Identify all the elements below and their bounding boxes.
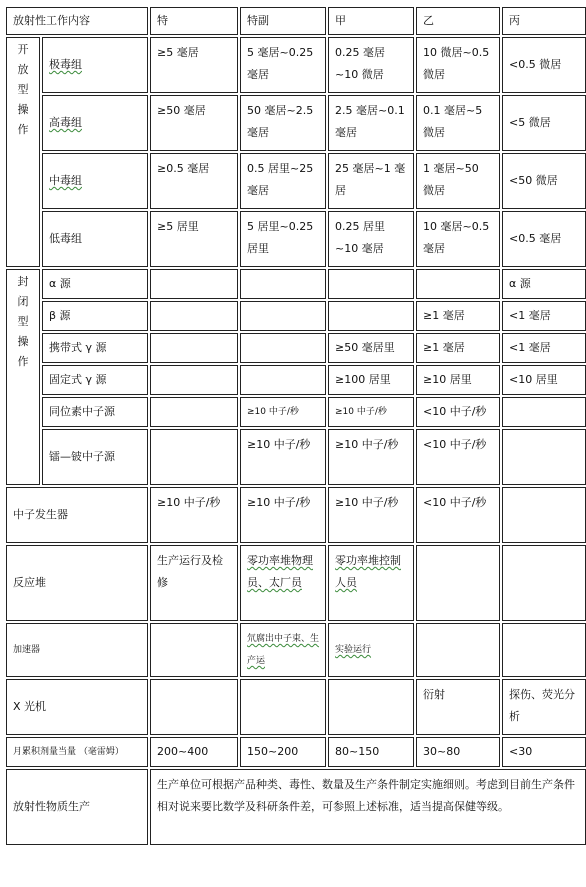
header-level-te: 特 [150,7,238,35]
table-row [6,333,586,363]
cell: <10 居里 [502,365,586,395]
cell: <50 微居 [502,153,586,209]
cell: 10 毫居~0.5 毫居 [416,211,500,267]
radiation-work-classification-table [4,5,586,847]
cell [150,301,238,331]
row-label: 极毒组 [42,37,148,93]
cell [416,269,500,299]
cell: <1 毫居 [502,301,586,331]
cell: 0.25 居里~10 毫居 [328,211,414,267]
cell: 5 毫居~0.25 毫居 [240,37,326,93]
row-label: 携带式 γ 源 [42,333,148,363]
row-label: 低毒组 [42,211,148,267]
cell: <5 微居 [502,95,586,151]
cell: 0.5 居里~25 毫居 [240,153,326,209]
cell: ≥5 居里 [150,211,238,267]
table-row [6,623,586,677]
cell: <10 中子/秒 [416,487,500,543]
sealed-section-label: 封 闭 型 操 作 [6,269,40,485]
row-label: α 源 [42,269,148,299]
cell: ≥10 中子/秒 [240,429,326,485]
table-row [6,429,586,485]
row-label: 镭—铍中子源 [42,429,148,485]
cell [150,623,238,677]
cell: 生产运行及检修 [150,545,238,621]
cell: ≥1 毫居 [416,333,500,363]
cell [328,679,414,735]
cell: ≥0.5 毫居 [150,153,238,209]
cell [240,679,326,735]
cell: ≥50 毫居里 [328,333,414,363]
table-row [6,301,586,331]
cell: 实验运行 [328,623,414,677]
cell [240,301,326,331]
row-label: 同位素中子源 [42,397,148,427]
cell: 氘腐出中子束、生产运 [240,623,326,677]
cell: 30~80 [416,737,500,767]
cell [240,333,326,363]
cell [502,623,586,677]
cell [150,365,238,395]
cell [150,269,238,299]
cell: 0.25 毫居~10 微居 [328,37,414,93]
cell: 80~150 [328,737,414,767]
row-label: 固定式 γ 源 [42,365,148,395]
open-section-label: 开 放 型 操 作 [6,37,40,267]
cell: 0.1 毫居~5 微居 [416,95,500,151]
header-level-tefu: 特副 [240,7,326,35]
cell: 探伤、荧光分析 [502,679,586,735]
cell: <10 中子/秒 [416,397,500,427]
production-note: 生产单位可根据产品种类、毒性、数量及生产条件制定实施细则。考虑到目前生产条件相对说来要比数学及科研条件差，可参照上述标准，适当提高保健等级。 [150,769,586,845]
cell: 50 毫居~2.5 毫居 [240,95,326,151]
cell: 25 毫居~1 毫居 [328,153,414,209]
row-label: 高毒组 [42,95,148,151]
row-label: 放射性物质生产 [6,769,148,845]
cell: ≥10 中子/秒 [240,397,326,427]
header-level-yi: 乙 [416,7,500,35]
cell: <1 毫居 [502,333,586,363]
table-row [6,769,586,845]
table-row [6,211,586,267]
cell [240,269,326,299]
cell: 1 毫居~50 微居 [416,153,500,209]
cell [328,301,414,331]
table-row [6,95,586,151]
cell: ≥1 毫居 [416,301,500,331]
table-row [6,737,586,767]
table-row [6,679,586,735]
row-label: 中毒组 [42,153,148,209]
header-level-jia: 甲 [328,7,414,35]
cell [502,545,586,621]
cell: 5 居里~0.25 居里 [240,211,326,267]
cell [328,269,414,299]
cell: 150~200 [240,737,326,767]
cell: ≥10 中子/秒 [328,487,414,543]
cell [502,397,586,427]
row-label: 反应堆 [6,545,148,621]
cell: ≥10 中子/秒 [150,487,238,543]
cell: 200~400 [150,737,238,767]
cell [150,333,238,363]
cell: 衍射 [416,679,500,735]
cell: <0.5 微居 [502,37,586,93]
cell [240,365,326,395]
cell: <0.5 毫居 [502,211,586,267]
cell [416,545,500,621]
row-label: 月累积剂量当量 （毫雷姆） [6,737,148,767]
header-row [6,7,586,35]
cell: ≥50 毫居 [150,95,238,151]
table-row [6,365,586,395]
cell [150,397,238,427]
cell: 零功率堆物理员、太厂员 [240,545,326,621]
row-label: β 源 [42,301,148,331]
cell [150,679,238,735]
cell [502,487,586,543]
cell [416,623,500,677]
cell: ≥10 居里 [416,365,500,395]
cell: <30 [502,737,586,767]
table-row [6,269,586,299]
table-row [6,153,586,209]
cell: ≥10 中子/秒 [328,429,414,485]
table-row [6,397,586,427]
cell: 2.5 毫居~0.1 毫居 [328,95,414,151]
table-row [6,545,586,621]
cell [502,429,586,485]
cell: ≥5 毫居 [150,37,238,93]
cell [150,429,238,485]
cell: 10 微居~0.5 微居 [416,37,500,93]
cell: 零功率堆控制人员 [328,545,414,621]
row-label: 加速器 [6,623,148,677]
row-label: 中子发生器 [6,487,148,543]
cell: ≥100 居里 [328,365,414,395]
cell: ≥10 中子/秒 [328,397,414,427]
header-level-bing: 丙 [502,7,586,35]
header-content-cell: 放射性工作内容 [6,7,148,35]
cell: <10 中子/秒 [416,429,500,485]
table-row [6,37,586,93]
cell: ≥10 中子/秒 [240,487,326,543]
table-row [6,487,586,543]
row-label: X 光机 [6,679,148,735]
cell: α 源 [502,269,586,299]
